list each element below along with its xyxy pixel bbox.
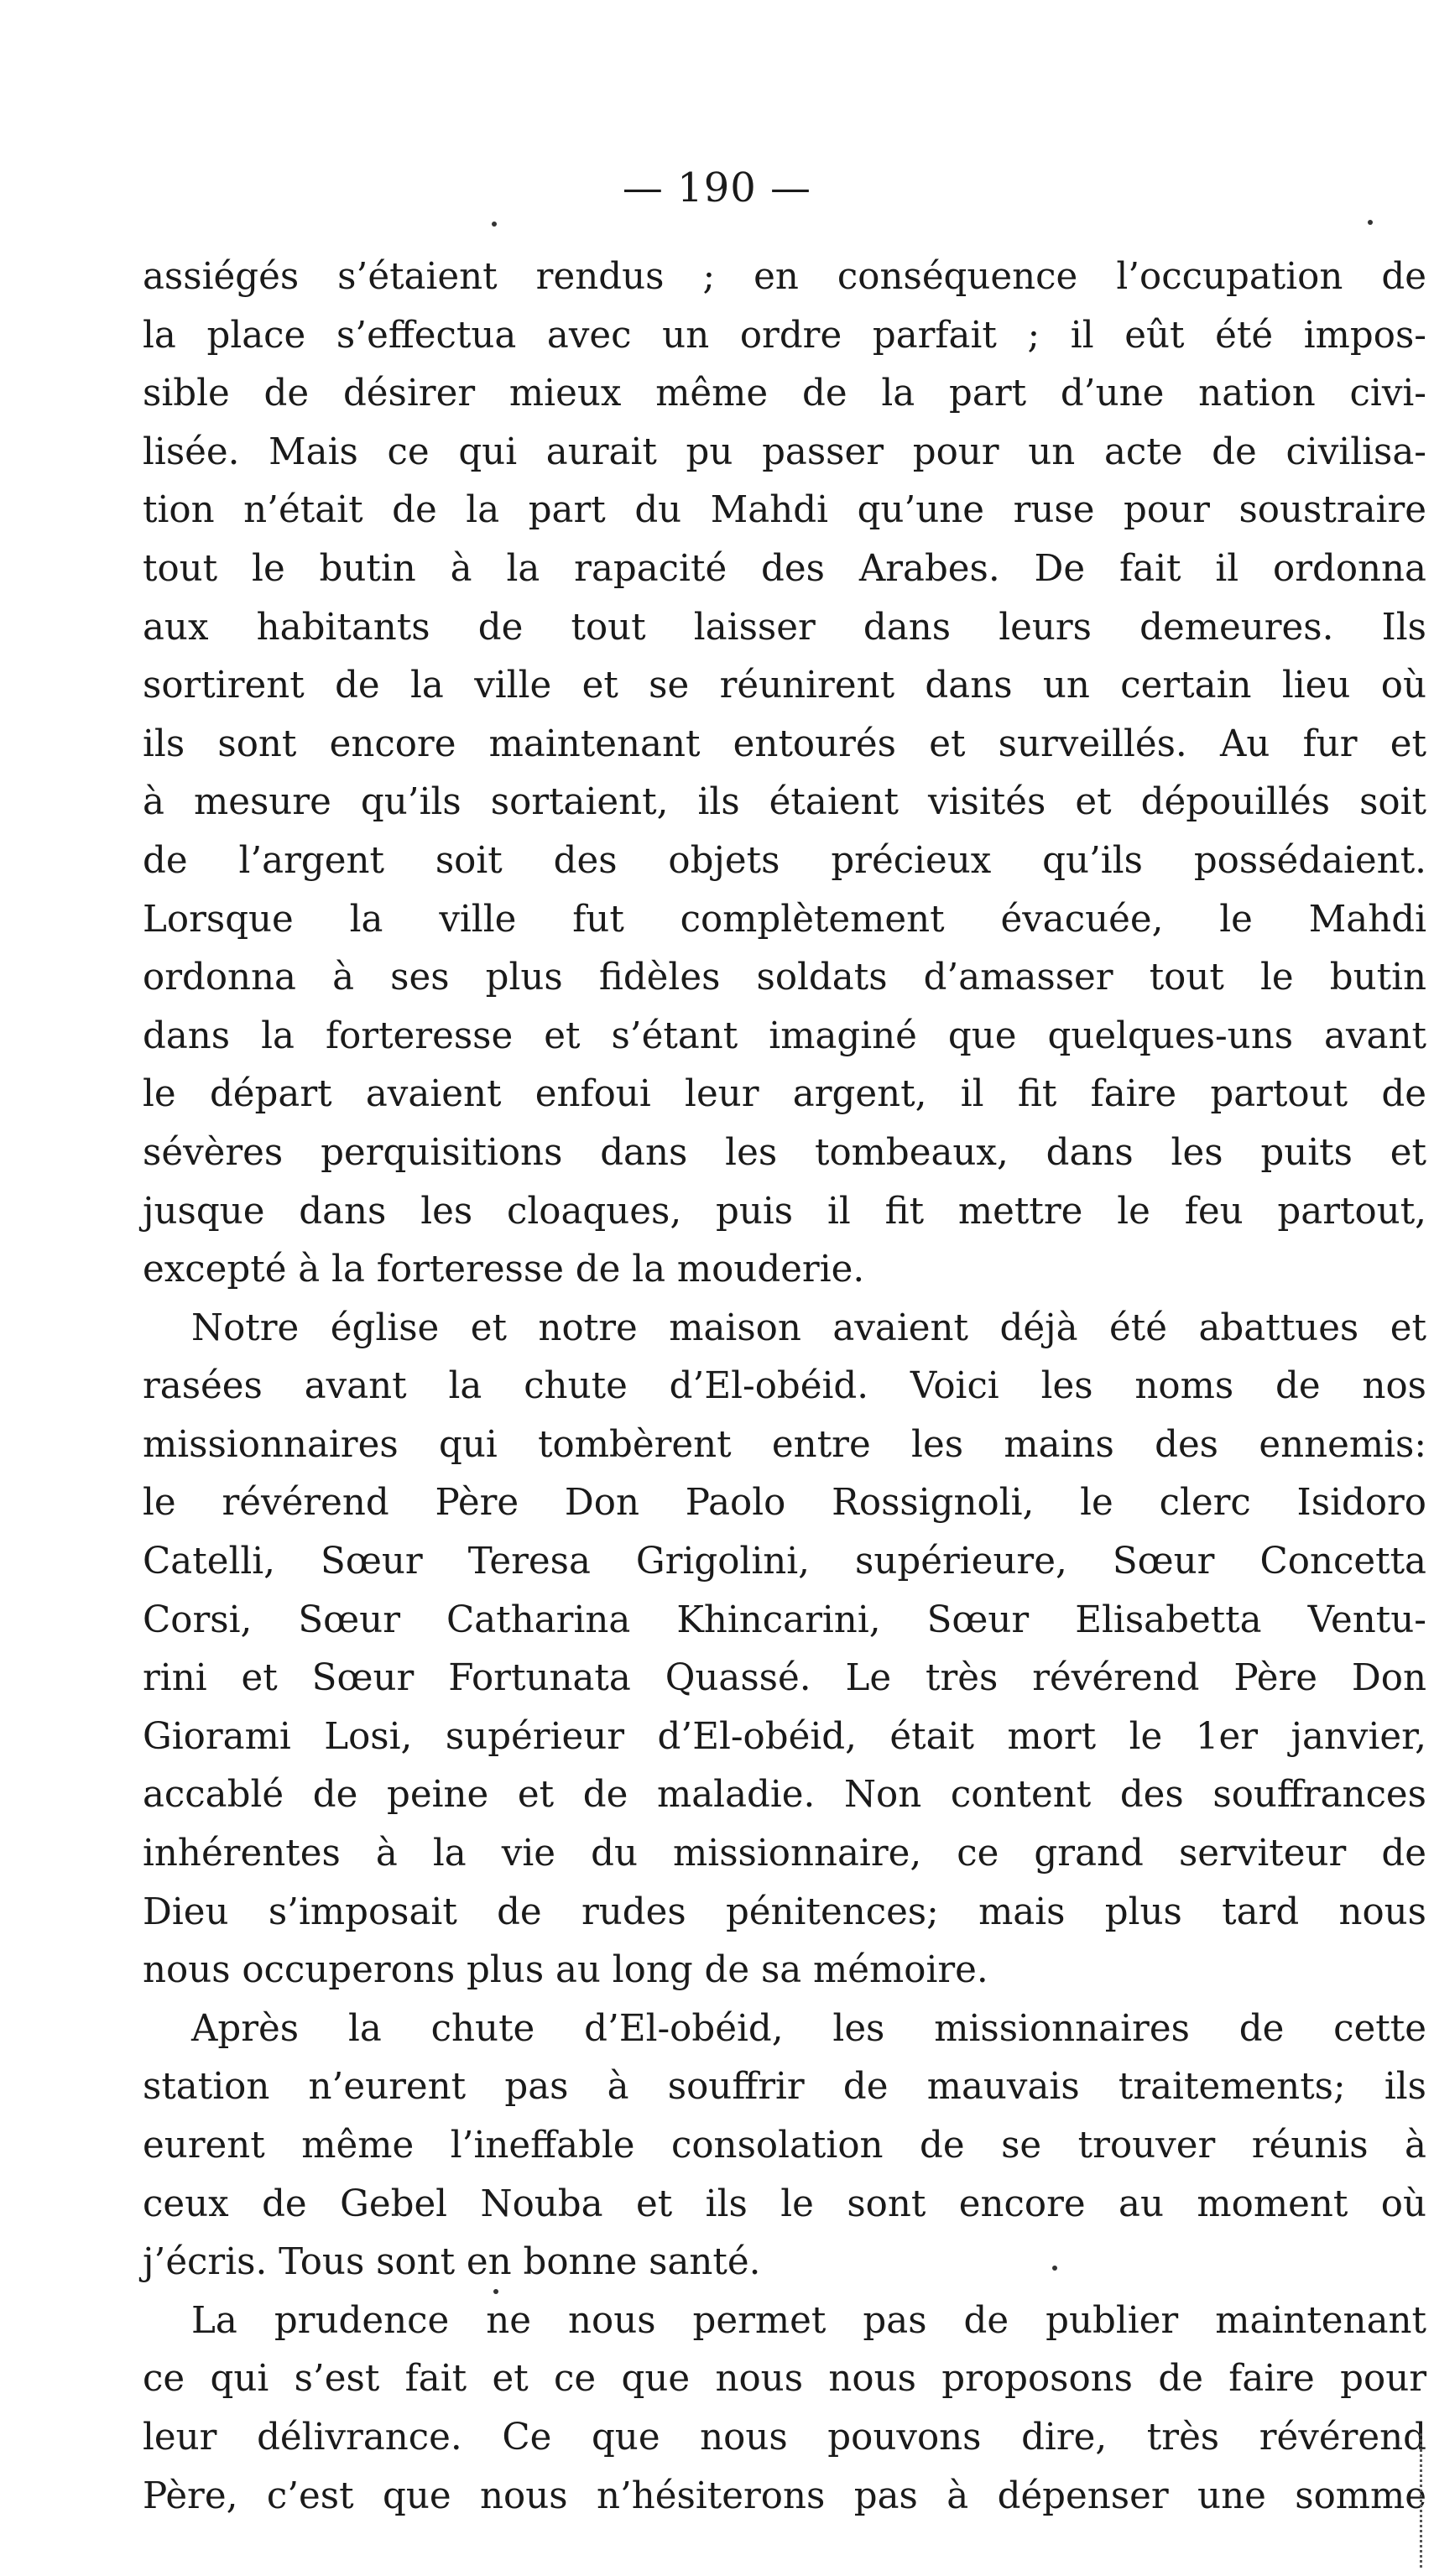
text-line: nous occuperons plus au long de sa mémoire. bbox=[143, 1949, 988, 1992]
text-line: eurent même l’ineffable consolation de se trouver réunis à bbox=[143, 2125, 1426, 2167]
text-line: sortirent de la ville et se réunirent dans un certain lieu où bbox=[143, 665, 1426, 707]
text-line: missionnaires qui tombèrent entre les mains des ennemis: bbox=[143, 1423, 1426, 1466]
ink-speck bbox=[492, 222, 497, 227]
text-line: sévères perquisitions dans les tombeaux, dans les puits et bbox=[143, 1131, 1426, 1174]
text-line: tion n’était de la part du Mahdi qu’une ruse pour soustraire bbox=[143, 489, 1426, 532]
text-line: jusque dans les cloaques, puis il fit mettre le feu partout, bbox=[143, 1190, 1426, 1233]
text-line: Lorsque la ville fut complètement évacuée, le Mahdi bbox=[143, 898, 1426, 941]
text-line: Dieu s’imposait de rudes pénitences; mais plus tard nous bbox=[143, 1890, 1426, 1933]
ink-speck bbox=[1368, 220, 1373, 225]
text-line: Giorami Losi, supérieur d’El-obéid, était mort le 1er janvier, bbox=[143, 1715, 1426, 1758]
text-line: station n’eurent pas à souffrir de mauvais traitements; ils bbox=[143, 2066, 1426, 2109]
paragraph bbox=[143, 1300, 1426, 2000]
text-line: Père, c’est que nous n’hésiterons pas à dépenser une somme bbox=[143, 2474, 1426, 2517]
text-line: Après la chute d’El-obéid, les missionnaires de cette bbox=[191, 2007, 1426, 2050]
text-line: dans la forteresse et s’étant imaginé que quelques-uns avant bbox=[143, 1014, 1426, 1057]
text-line: ordonna à ses plus fidèles soldats d’amasser tout le butin bbox=[143, 957, 1426, 999]
body-text bbox=[143, 248, 1426, 2526]
text-line: accablé de peine et de maladie. Non content des souffrances bbox=[143, 1774, 1426, 1817]
text-line: le départ avaient enfoui leur argent, il fit faire partout de bbox=[143, 1073, 1426, 1116]
page-number: — 190 — bbox=[622, 164, 812, 211]
text-line: Corsi, Sœur Catharina Khincarini, Sœur Elisabetta Ventu- bbox=[143, 1598, 1426, 1641]
text-line: aux habitants de tout laisser dans leurs demeures. Ils bbox=[143, 606, 1426, 649]
text-line: rini et Sœur Fortunata Quassé. Le très révérend Père Don bbox=[143, 1657, 1426, 1700]
text-line: lisée. Mais ce qui aurait pu passer pour un acte de civilisa- bbox=[143, 430, 1426, 473]
ink-speck bbox=[493, 2289, 498, 2294]
text-line: sible de désirer mieux même de la part d’une nation civi- bbox=[143, 373, 1426, 415]
text-line: inhérentes à la vie du missionnaire, ce grand serviteur de bbox=[143, 1833, 1426, 1875]
text-line: le révérend Père Don Paolo Rossignoli, le clerc Isidoro bbox=[143, 1482, 1426, 1525]
text-line: Notre église et notre maison avaient déjà été abattues et bbox=[191, 1306, 1426, 1349]
text-line: à mesure qu’ils sortaient, ils étaient visités et dépouillés soit bbox=[143, 781, 1426, 824]
text-line: assiégés s’étaient rendus ; en conséquence l’occupation de bbox=[143, 256, 1426, 298]
text-line: tout le butin à la rapacité des Arabes. De fait il ordonna bbox=[143, 547, 1426, 590]
text-line: ils sont encore maintenant entourés et surveillés. Au fur et bbox=[143, 722, 1426, 765]
text-line: ceux de Gebel Nouba et ils le sont encore au moment où bbox=[143, 2182, 1426, 2225]
text-line: la place s’effectua avec un ordre parfait ; il eût été impos- bbox=[143, 314, 1426, 357]
page-edge-marks bbox=[1420, 2433, 1426, 2568]
text-line: j’écris. Tous sont en bonne santé. bbox=[143, 2241, 761, 2284]
text-line: excepté à la forteresse de la mouderie. bbox=[143, 1249, 865, 1291]
paragraph bbox=[143, 248, 1426, 1300]
paragraph bbox=[143, 2292, 1426, 2526]
text-line: ce qui s’est fait et ce que nous nous proposons de faire pour bbox=[143, 2358, 1426, 2401]
ink-speck bbox=[1052, 2266, 1057, 2271]
text-line: leur délivrance. Ce que nous pouvons dire, très révérend bbox=[143, 2416, 1426, 2459]
text-line: La prudence ne nous permet pas de publier maintenant bbox=[191, 2299, 1426, 2342]
text-line: de l’argent soit des objets précieux qu’ils possédaient. bbox=[143, 839, 1426, 882]
text-line: Catelli, Sœur Teresa Grigolini, supérieure, Sœur Concetta bbox=[143, 1541, 1426, 1583]
paragraph bbox=[143, 2000, 1426, 2292]
text-line: rasées avant la chute d’El-obéid. Voici les noms de nos bbox=[143, 1365, 1426, 1408]
